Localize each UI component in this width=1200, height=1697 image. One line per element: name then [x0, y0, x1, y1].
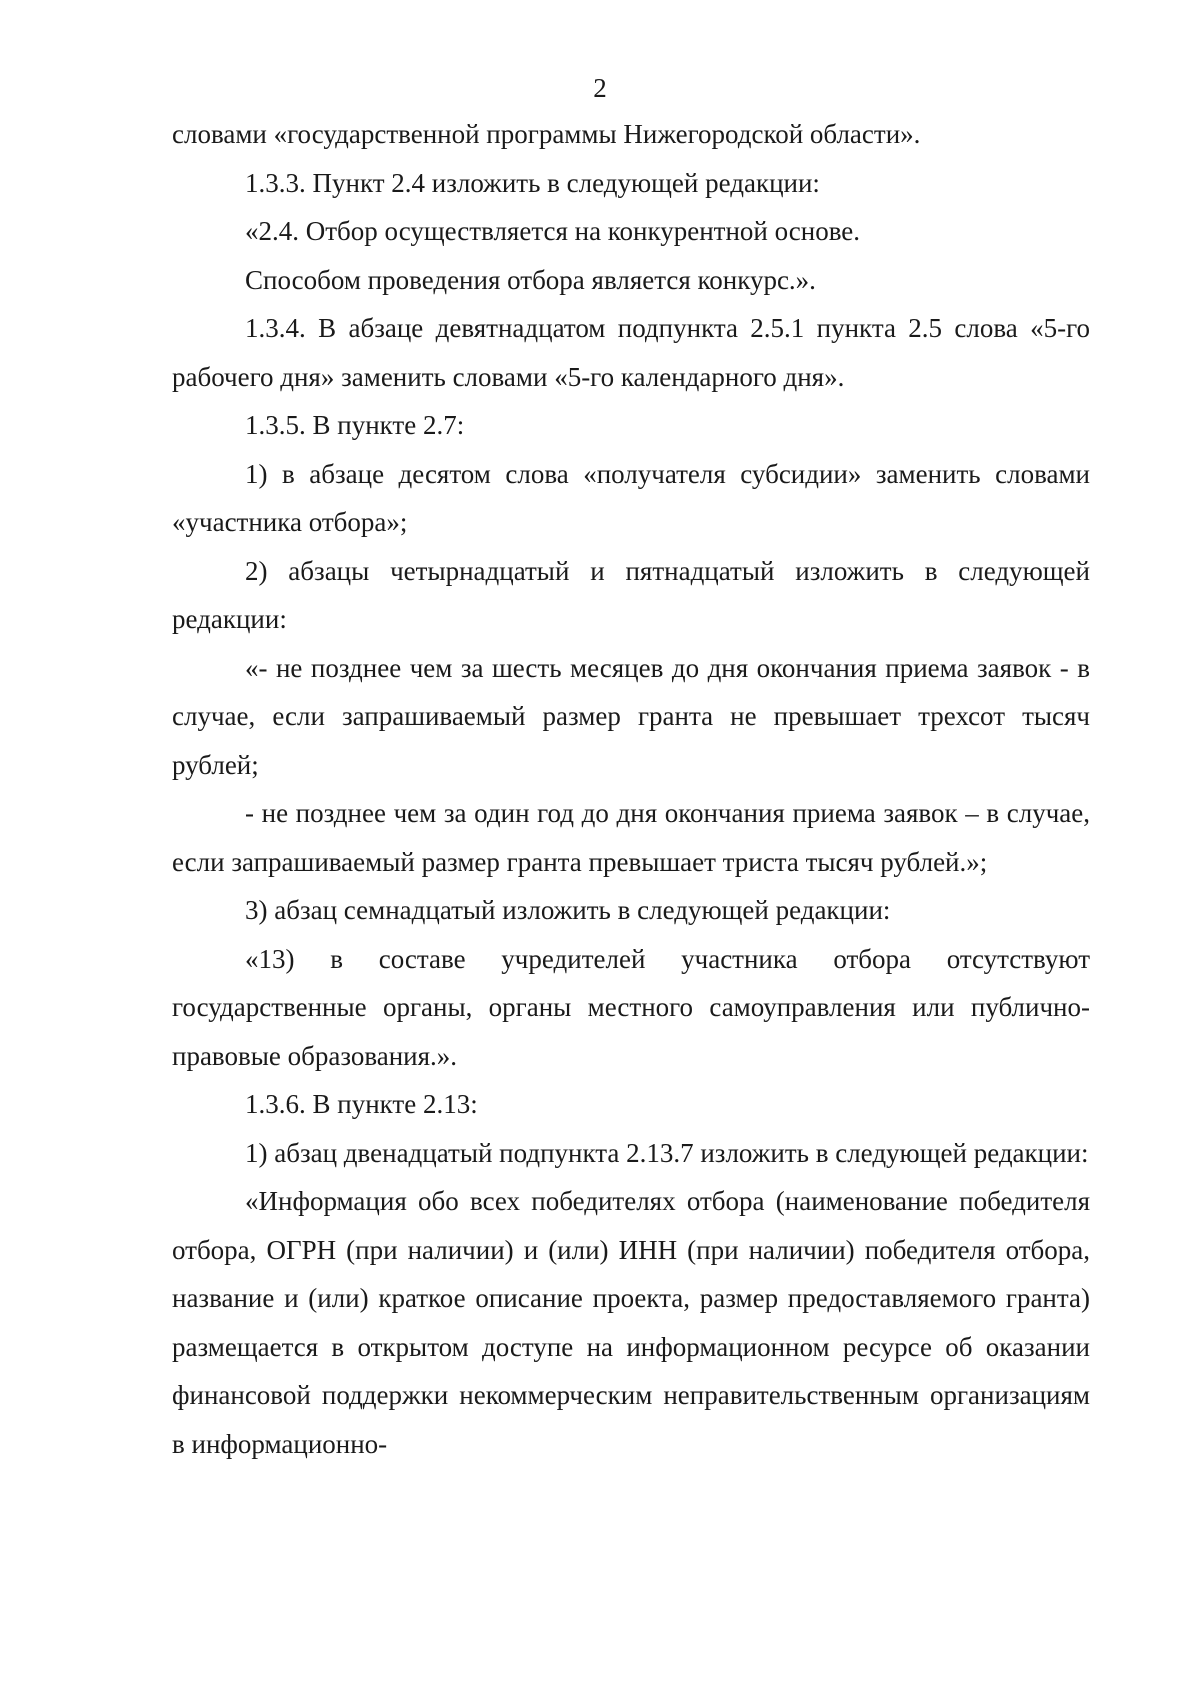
paragraph-quote-method: Способом проведения отбора является конкурс.». — [245, 264, 816, 295]
paragraph-subitem-2: 2) абзацы четырнадцатый и пятнадцатый изложить в следующей редакции: — [172, 555, 1090, 634]
page-number: 2 — [593, 73, 607, 103]
paragraph-quote-13: «13) в составе учредителей участника отбора отсутствуют государственные органы, органы местного самоуправления или публично-правовые образования.». — [172, 943, 1090, 1071]
paragraph-item-1-3-4: 1.3.4. В абзаце девятнадцатом подпункта 2.5.1 пункта 2.5 слова «5-го рабочего дня» заменить словами «5-го календарного дня». — [172, 313, 1090, 392]
document-body — [172, 110, 1090, 1468]
paragraph-item-1-3-5: 1.3.5. В пункте 2.7: — [245, 410, 465, 440]
paragraph-item-1-3-6: 1.3.6. В пункте 2.13: — [245, 1089, 478, 1119]
paragraph-quote-information: «Информация обо всех победителях отбора (наименование победителя отбора, ОГРН (при наличии) и (или) ИНН (при наличии) победителя отбора, название и (или) краткое описание проекта, размер предоставляемого гранта) размещается в открытом доступе на информационном ресурсе об оказании финансовой поддержки некоммерческим неправительственным организациям в информационно- — [172, 1186, 1090, 1459]
paragraph-quote-one-year: - не позднее чем за один год до дня окончания приема заявок – в случае, если запрашиваемый размер гранта превышает триста тысяч рублей.»; — [172, 798, 1090, 877]
paragraph-quote-2-4: «2.4. Отбор осуществляется на конкурентной основе. — [245, 216, 861, 246]
paragraph-subitem-3: 3) абзац семнадцатый изложить в следующей редакции: — [245, 895, 891, 925]
paragraph-quote-six-months: «- не позднее чем за шесть месяцев до дня окончания приема заявок - в случае, если запрашиваемый размер гранта не превышает трехсот тысяч рублей; — [172, 652, 1090, 780]
paragraph-subitem-1-2-13-7: 1) абзац двенадцатый подпункта 2.13.7 изложить в следующей редакции: — [245, 1137, 1089, 1168]
paragraph-subitem-1: 1) в абзаце десятом слова «получателя субсидии» заменить словами «участника отбора»; — [172, 458, 1090, 537]
paragraph-item-1-3-3: 1.3.3. Пункт 2.4 изложить в следующей редакции: — [245, 167, 820, 198]
paragraph-continuation: словами «государственной программы Нижегородской области». — [172, 119, 921, 149]
